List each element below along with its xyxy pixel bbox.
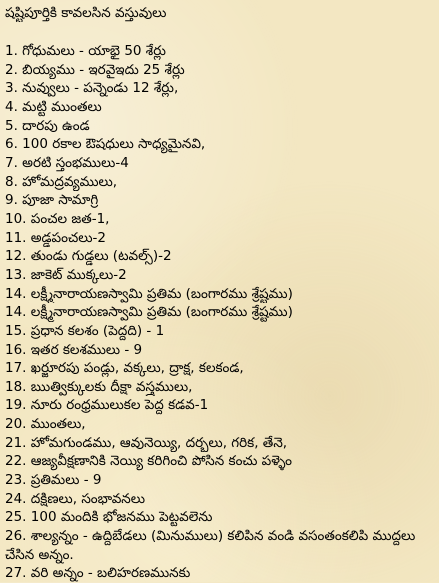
list-item: 12. తుండు గుడ్డలు (టవల్స్)-2 <box>5 248 172 265</box>
list-item: 11. అడ్డపంచలు-2 <box>5 229 106 246</box>
list-item: 1. గోధుమలు - యాభై 50 శేర్లు <box>5 43 166 59</box>
list-item: 20. ముంతలు, <box>5 416 86 433</box>
list-item: 9. పూజా సామాగ్రి <box>5 192 99 209</box>
list-item: 7. అరటి స్తంభములు-4 <box>5 154 129 171</box>
list-item: 18. ఋత్విక్కులకు దీక్షా వస్త్రములు, <box>5 378 193 395</box>
list-item: 4. మట్టి ముంతలు <box>5 98 102 115</box>
list-item: 14. లక్ష్మీనారాయణస్వామి ప్రతిమ (బంగారము శ్రేష్టము) <box>5 285 293 302</box>
list-item: 5. దారపు ఉండ <box>5 117 90 134</box>
list-item: 6. 100 రకాల ఔషధులు సాధ్యమైనవి, <box>5 136 206 153</box>
list-item: 27. వరి అన్నం - బలిహరణమునకు <box>5 565 191 582</box>
items-list <box>5 42 439 583</box>
list-item: 26. శాల్యన్నం - ఉద్దిబేడలు (మినుములు) కలిపిన వండి వసంతంకలిపి ముద్దలు చేసిన అన్నం. <box>5 528 416 563</box>
list-item: 8. హోమద్రవ్యములు, <box>5 173 118 190</box>
list-item: 15. ప్రధాన కలశం (పెద్దది) - 1 <box>5 322 165 339</box>
list-item: 23. ప్రతిమలు - 9 <box>5 472 102 489</box>
list-item: 16. ఇతర కలశములు - 9 <box>5 341 143 358</box>
list-item: 10. పంచల జత-1, <box>5 210 110 227</box>
list-item: 22. ఆజ్యవీక్షణానికి నెయ్యి కరిగించి పోసిన కంచు పళ్ళెం <box>5 453 293 470</box>
list-item: 17. ఖర్జూరపు పండ్లు, వక్కలు, ద్రాక్ష, కలకండ, <box>5 360 244 377</box>
list-item: 13. జాకెట్ ముక్కలు-2 <box>5 266 127 283</box>
list-item: 3. నువ్వులు - పన్నెండు 12 శేర్లు, <box>5 80 179 97</box>
list-item: 21. హోమగుండము, ఆవునెయ్యి, దర్భలు, గరిక, తేనె, <box>5 434 288 451</box>
list-item: 2. బియ్యము - ఇరవైఇదు 25 శేర్లు <box>5 61 185 78</box>
document-title: షష్టిపూర్తికి కావలసిన వస్తువులు <box>5 5 167 21</box>
list-item: 14. లక్ష్మీనారాయణస్వామి ప్రతిమ (బంగారము శ్రేష్టము) <box>5 304 293 321</box>
list-item: 24. దక్షిణలు, సంభావనలు <box>5 490 146 507</box>
list-item: 19. నూరు రంధ్రములుకల పెద్ద కడవ-1 <box>5 397 209 414</box>
list-item: 25. 100 మందికి భోజనము పెట్టవలెను <box>5 509 213 526</box>
